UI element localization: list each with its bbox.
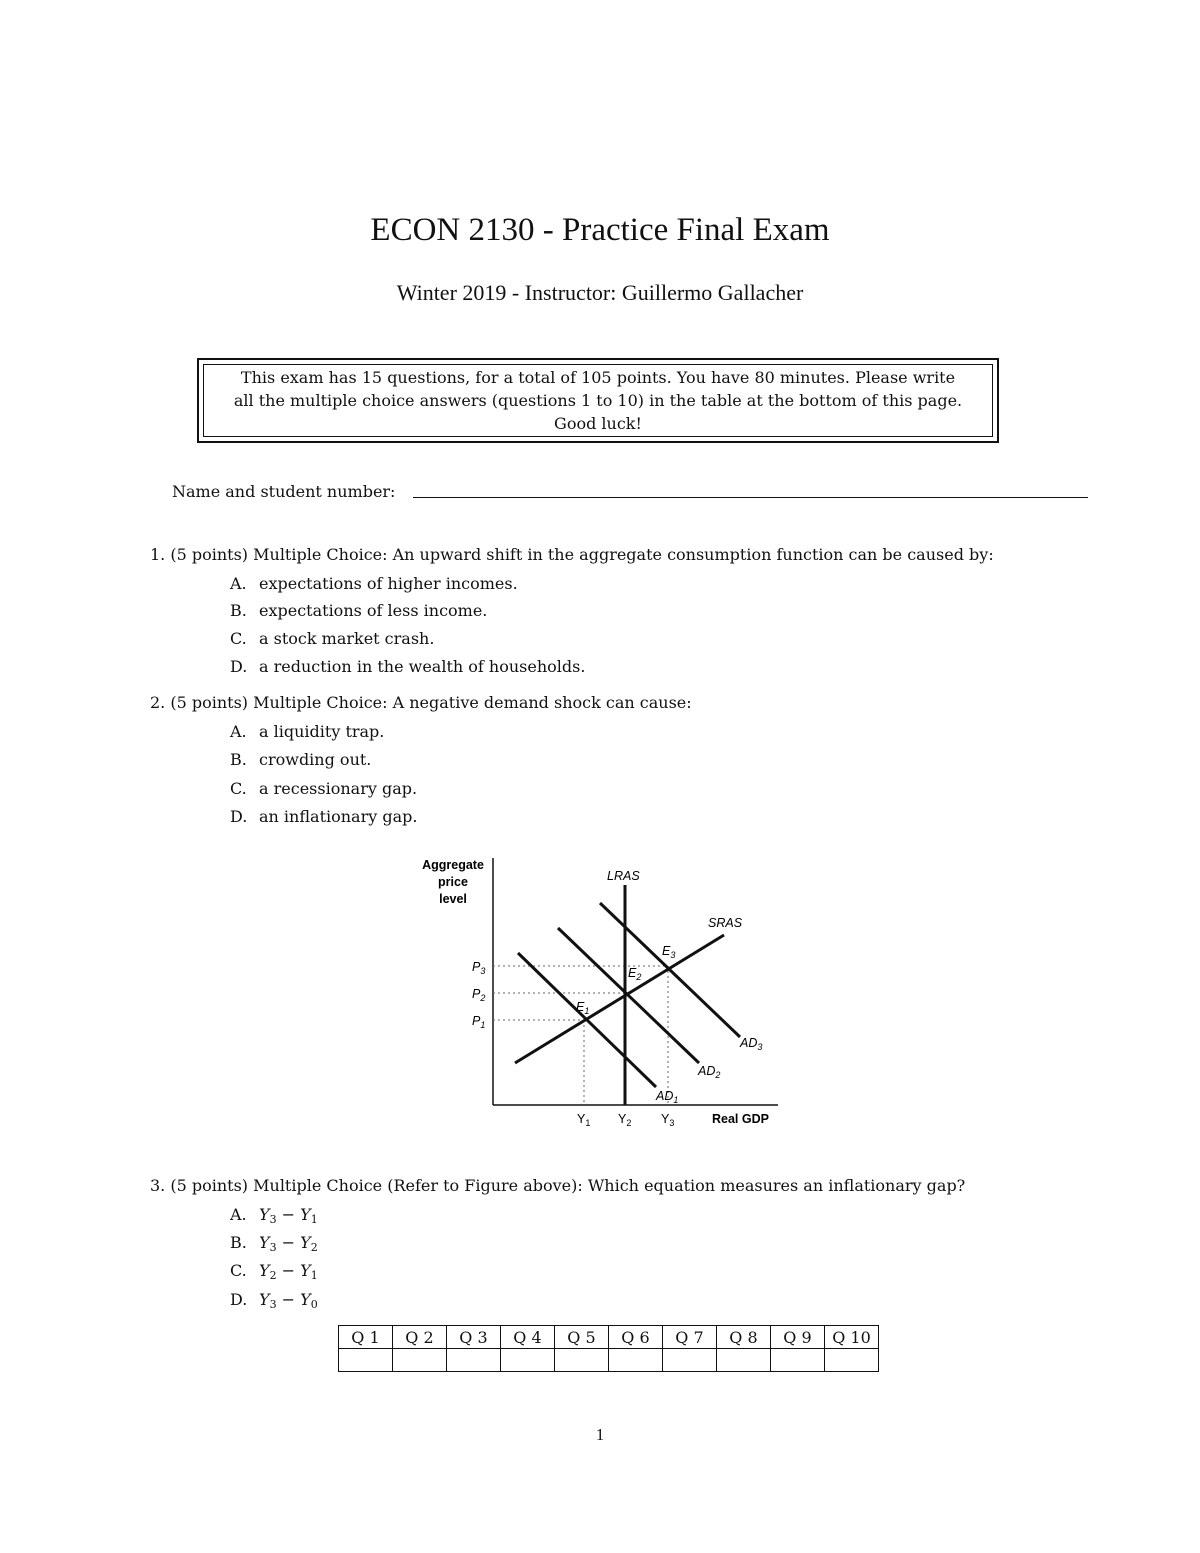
answer-header-q5: Q 5 — [555, 1326, 609, 1349]
exam-title: ECON 2130 - Practice Final Exam — [370, 212, 830, 248]
ad2-label: $AD_2$ — [698, 1064, 721, 1080]
answer-header-q8: Q 8 — [717, 1326, 771, 1349]
name-input-line[interactable] — [413, 497, 1088, 498]
question-1-option-a: A. expectations of higher incomes. — [230, 574, 518, 593]
answer-cell-q4[interactable] — [501, 1349, 555, 1372]
name-label: Name and student number: — [172, 482, 396, 501]
page-number: 1 — [595, 1425, 605, 1444]
question-3-option-b: B. $Y_3 - Y_2$ — [230, 1233, 318, 1254]
ad1-label: $AD_1$ — [656, 1089, 679, 1105]
x-axis-label: Real GDP — [712, 1112, 769, 1126]
question-3-option-a: A. $Y_3 - Y_1$ — [230, 1205, 318, 1226]
sras-label: SRAS — [708, 916, 743, 930]
question-3-stem: 3. (5 points) Multiple Choice (Refer to Figure above): Which equation measures an inflationary gap? — [150, 1176, 966, 1195]
y3-label: $Y_3$ — [661, 1112, 675, 1128]
answer-header-q6: Q 6 — [609, 1326, 663, 1349]
answer-cell-q6[interactable] — [609, 1349, 663, 1372]
answer-header-q3: Q 3 — [447, 1326, 501, 1349]
answer-cell-q7[interactable] — [663, 1349, 717, 1372]
y1-label: $Y_1$ — [577, 1112, 591, 1128]
question-2-stem: 2. (5 points) Multiple Choice: A negative demand shock can cause: — [150, 693, 692, 712]
question-3-option-d: D. $Y_3 - Y_0$ — [230, 1290, 318, 1311]
answer-header-q9: Q 9 — [771, 1326, 825, 1349]
answer-header-q4: Q 4 — [501, 1326, 555, 1349]
y-axis-label-line2: price — [438, 875, 468, 889]
answer-header-q1: Q 1 — [339, 1326, 393, 1349]
p2-label: $P_2$ — [472, 987, 486, 1003]
answer-table — [338, 1325, 879, 1372]
answer-cell-q2[interactable] — [393, 1349, 447, 1372]
y2-label: $Y_2$ — [618, 1112, 632, 1128]
instructions-text: This exam has 15 questions, for a total of 105 points. You have 80 minutes. Please write all the multiple choice answers (questions 1 to 10) in the table at the bottom of this page. Good luck! — [233, 368, 963, 433]
question-1-option-d: D. a reduction in the wealth of households. — [230, 657, 586, 676]
exam-subtitle: Winter 2019 - Instructor: Guillermo Gallacher — [396, 280, 804, 305]
question-3-option-c: C. $Y_2 - Y_1$ — [230, 1261, 318, 1282]
ad2-line — [558, 928, 699, 1063]
answer-cell-q5[interactable] — [555, 1349, 609, 1372]
answer-header-q2: Q 2 — [393, 1326, 447, 1349]
answer-header-q10: Q 10 — [825, 1326, 879, 1349]
ad-as-figure — [410, 850, 790, 1140]
ad3-label: $AD_3$ — [740, 1036, 763, 1052]
question-2-option-c: C. a recessionary gap. — [230, 779, 418, 798]
e2-label: $E_2$ — [628, 966, 642, 982]
answer-table-answer-row — [339, 1349, 879, 1372]
answer-cell-q1[interactable] — [339, 1349, 393, 1372]
e1-label: $E_1$ — [576, 1000, 590, 1016]
question-2-option-d: D. an inflationary gap. — [230, 807, 418, 826]
question-1-stem: 1. (5 points) Multiple Choice: An upward shift in the aggregate consumption function can be caused by: — [150, 545, 994, 564]
p1-label: $P_1$ — [472, 1014, 486, 1030]
y-axis-label-line1: Aggregate — [422, 858, 484, 872]
question-2-option-a: A. a liquidity trap. — [230, 722, 385, 741]
answer-cell-q10[interactable] — [825, 1349, 879, 1372]
question-1-option-b: B. expectations of less income. — [230, 601, 488, 620]
answer-table-header-row — [339, 1326, 879, 1349]
p3-label: $P_3$ — [472, 960, 486, 976]
question-2-option-b: B. crowding out. — [230, 750, 372, 769]
sras-line — [515, 935, 724, 1063]
answer-header-q7: Q 7 — [663, 1326, 717, 1349]
instructions-box — [197, 358, 999, 443]
answer-cell-q3[interactable] — [447, 1349, 501, 1372]
e3-label: $E_3$ — [662, 944, 676, 960]
answer-cell-q9[interactable] — [771, 1349, 825, 1372]
y-axis-label-line3: level — [439, 892, 467, 906]
lras-label: LRAS — [607, 869, 640, 883]
answer-cell-q8[interactable] — [717, 1349, 771, 1372]
question-1-option-c: C. a stock market crash. — [230, 629, 435, 648]
